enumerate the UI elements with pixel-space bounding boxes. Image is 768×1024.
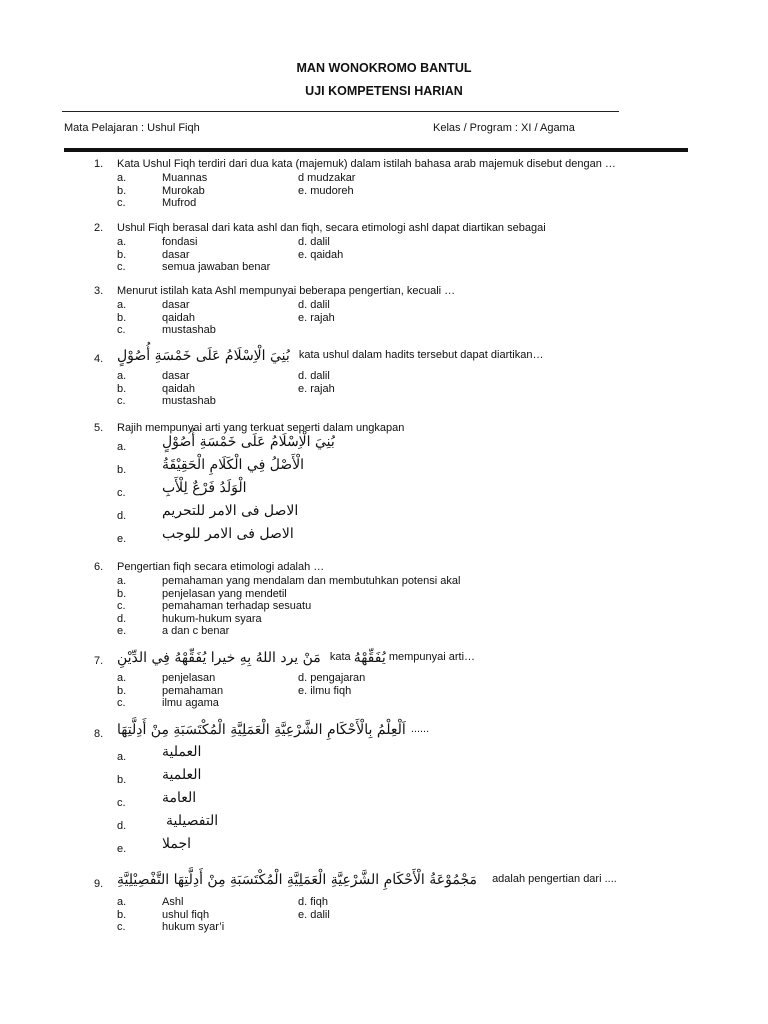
option-e[interactable]: الاصل فى الامر للوجب (162, 526, 294, 542)
option-c[interactable]: pemahaman terhadap sesuatu (162, 600, 312, 613)
option-b[interactable]: العلمية (162, 767, 202, 783)
option-label: c. (117, 324, 126, 337)
hadith-arabic: بُنِيَ الْاِسْلَامُ عَلَى خَمْسَةِ أُصُوْلٍ (117, 348, 290, 364)
question-2 (94, 222, 714, 274)
exam-title: UJI KOMPETENSI HARIAN (305, 84, 463, 98)
option-c[interactable]: Mufrod (162, 197, 197, 210)
option-d[interactable]: الاصل فى الامر للتحريم (162, 503, 299, 519)
option-label: b. (117, 382, 127, 395)
option-a[interactable]: العملية (162, 744, 202, 760)
option-d[interactable]: d. dalil (298, 236, 330, 248)
option-d[interactable]: d. dalil (298, 370, 330, 382)
option-label: b. (117, 311, 127, 324)
question-5 (94, 422, 714, 551)
option-e[interactable]: e. qaidah (298, 248, 344, 261)
header-divider (62, 111, 619, 112)
question-text: Rajih mempunyai arti yang terkuat seperti dalam ungkapan (117, 422, 405, 434)
option-c[interactable]: hukum syar’i (162, 921, 225, 934)
option-a[interactable]: dasar (162, 370, 190, 382)
option-d[interactable]: d mudzakar (298, 172, 356, 184)
question-number: 1. (94, 158, 104, 170)
option-label: e. (117, 533, 127, 545)
option-e[interactable]: e. mudoreh (298, 184, 354, 197)
question-9 (94, 874, 714, 934)
option-b[interactable]: ushul fiqh (162, 908, 210, 921)
option-label: b. (117, 908, 127, 921)
option-label: a. (117, 236, 127, 248)
option-e[interactable]: e. rajah (298, 382, 335, 395)
option-label: a. (117, 896, 127, 908)
option-a[interactable]: dasar (162, 299, 190, 311)
question-6 (94, 561, 714, 638)
option-e[interactable]: e. ilmu fiqh (298, 684, 352, 697)
option-label: c. (117, 600, 126, 613)
option-label: c. (117, 797, 126, 809)
option-label: a. (117, 299, 127, 311)
question-number: 3. (94, 285, 104, 297)
option-label: c. (117, 487, 126, 499)
option-c[interactable]: mustashab (162, 324, 216, 337)
option-label: b. (117, 184, 127, 197)
question-number: 2. (94, 222, 104, 234)
subject-label: Mata Pelajaran : Ushul Fiqh (64, 122, 200, 134)
option-d[interactable]: التفصيلية (166, 813, 219, 829)
option-c[interactable]: mustashab (162, 395, 216, 408)
option-label: d. (117, 510, 127, 522)
question-number: 5. (94, 422, 104, 434)
option-b[interactable]: pemahaman (162, 684, 224, 697)
option-label: a. (117, 370, 127, 382)
option-label: b. (117, 464, 127, 476)
option-c[interactable]: semua jawaban benar (162, 261, 271, 274)
option-a[interactable]: Ashl (162, 896, 184, 908)
option-label: b. (117, 684, 127, 697)
question-number: 4. (94, 353, 104, 365)
hadith-arabic: مَنْ يرد اللهُ بِهِ خيرا يُفَقِّهْهُ فِي الدِّيْنِ (117, 650, 321, 666)
question-text: ...... (410, 723, 430, 735)
option-label: b. (117, 774, 127, 786)
option-label: a. (117, 751, 127, 763)
question-8 (94, 724, 714, 861)
option-d[interactable]: d. dalil (298, 299, 330, 311)
question-text: Ushul Fiqh berasal dari kata ashl dan fiqh, secara etimologi ashl dapat diartikan sebagai (117, 222, 546, 234)
question-number: 8. (94, 728, 104, 740)
option-label: e. (117, 625, 127, 638)
question-number: 7. (94, 655, 104, 667)
option-label: c. (117, 395, 126, 408)
question-text: Pengertian fiqh secara etimologi adalah … (117, 561, 325, 573)
option-b[interactable]: dasar (162, 248, 190, 261)
option-a[interactable]: بُنِيَ الْاِسْلَامُ عَلَى خَمْسَةِ أُصُوْلٍ (162, 434, 335, 450)
option-e[interactable]: اجملا (162, 836, 191, 852)
option-c[interactable]: العامة (162, 790, 197, 806)
option-a[interactable]: pemahaman yang mendalam dan membutuhkan potensi akal (162, 575, 461, 587)
question-text: Kata Ushul Fiqh terdiri dari dua kata (majemuk) dalam istilah bahasa arab majemuk disebut dengan … (117, 158, 616, 170)
option-label: c. (117, 197, 126, 210)
question-text: Menurut istilah kata Ashl mempunyai beberapa pengertian, kecuali … (117, 285, 456, 297)
definition-arabic: مَجْمُوْعَةُ الْأَحْكَامِ الشَّرْعِيَّةِ الْعَمَلِيَّةِ الْمُكْتَسَبَةِ مِنْ أَدِلَّتِهَا التَّفْصِيْلِيَّةِ (117, 872, 477, 888)
question-7 (94, 652, 714, 710)
option-c[interactable]: الْوَلَدُ فَرْعٌ لِلْأَبِ (162, 480, 247, 496)
option-d[interactable]: d. pengajaran (298, 672, 366, 684)
option-e[interactable]: a dan c benar (162, 625, 230, 638)
option-a[interactable]: Muannas (162, 172, 208, 184)
question-text-pre: kata (329, 651, 351, 663)
option-d[interactable]: hukum-hukum syara (162, 612, 262, 625)
option-label: d. (117, 612, 127, 625)
option-b[interactable]: Murokab (162, 184, 205, 197)
question-number: 6. (94, 561, 104, 573)
option-label: d. (117, 820, 127, 832)
question-3 (94, 285, 714, 337)
question-4 (94, 350, 714, 408)
option-e[interactable]: e. rajah (298, 311, 335, 324)
question-1 (94, 158, 714, 210)
school-title: MAN WONOKROMO BANTUL (296, 61, 472, 75)
option-b[interactable]: qaidah (162, 311, 196, 324)
option-e[interactable]: e. dalil (298, 908, 330, 921)
option-a[interactable]: fondasi (162, 236, 198, 248)
option-b[interactable]: qaidah (162, 382, 196, 395)
option-label: a. (117, 672, 127, 684)
option-a[interactable]: penjelasan (162, 672, 216, 684)
option-d[interactable]: d. fiqh (298, 896, 328, 908)
option-label: a. (117, 172, 127, 184)
arabic-keyword: يُفَقِّهْهُ (353, 650, 386, 666)
option-label: b. (117, 248, 127, 261)
option-label: c. (117, 697, 126, 710)
thick-divider (64, 148, 688, 152)
option-label: b. (117, 587, 127, 600)
option-label: e. (117, 843, 127, 855)
option-label: a. (117, 575, 127, 587)
definition-arabic: اَلْعِلْمُ بِالْأَحْكَامِ الشَّرْعِيَّةِ الْعَمَلِيَّةِ الْمُكْتَسَبَةِ مِنْ أَدِلَّتِهَا (117, 722, 406, 738)
question-text: kata ushul dalam hadits tersebut dapat diartikan… (298, 349, 544, 361)
option-label: a. (117, 441, 127, 453)
option-b[interactable]: penjelasan yang mendetil (162, 587, 287, 600)
option-b[interactable]: الْأَصْلُ فِي الْكَلَامِ الْحَقِيْقَةُ (162, 457, 305, 473)
class-label: Kelas / Program : XI / Agama (433, 122, 575, 134)
option-label: c. (117, 261, 126, 274)
option-c[interactable]: ilmu agama (162, 697, 219, 710)
option-label: c. (117, 921, 126, 934)
question-text: mempunyai arti… (388, 651, 476, 663)
question-text: adalah pengertian dari .... (492, 873, 617, 885)
question-number: 9. (94, 878, 104, 890)
